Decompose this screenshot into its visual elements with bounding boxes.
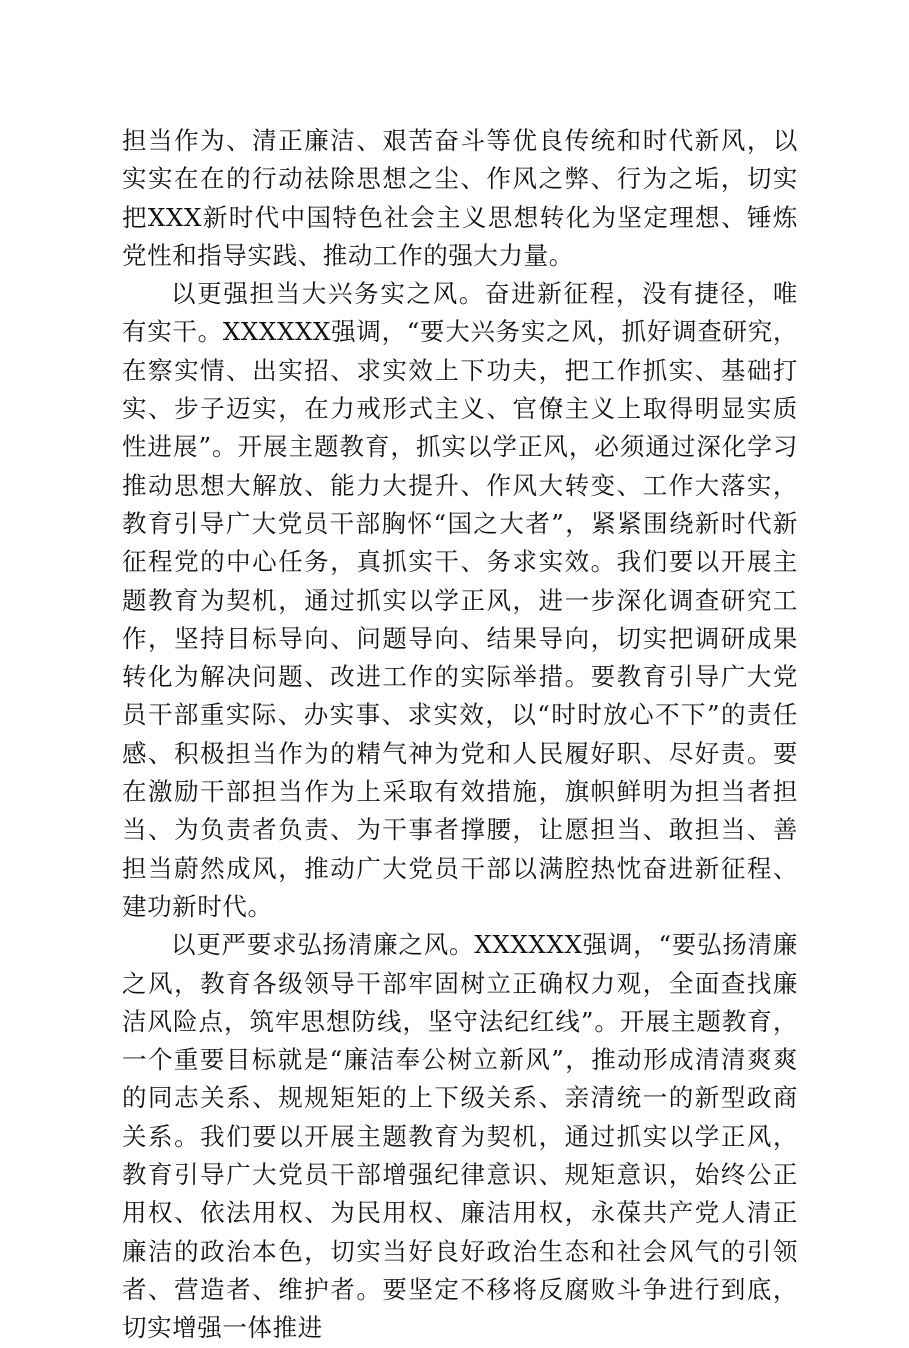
paragraph-practical-style: 以更强担当大兴务实之风。奋进新征程，没有捷径，唯有实干。XXXXXX强调，“要大兴务实之风，抓好调查研究，在察实情、出实招、求实效上下功夫，把工作抓实、基础打实、步子迈实，在力戒形式主义、官僚主义上取得明显实质性进展”。开展主题教育，抓实以学正风，必须通过深化学习推动思想大解放、能力大提升、作风大转变、工作大落实，教育引导广大党员干部胸怀“国之大者”，紧紧围绕新时代新征程党的中心任务，真抓实干、务求实效。我们要以开展主题教育为契机，通过抓实以学正风，进一步深化调查研究工作，坚持目标导向、问题导向、结果导向，切实把调研成果转化为解决问题、改进工作的实际举措。要教育引导广大党员干部重实际、办实事、求实效，以“时时放心不下”的责任感、积极担当作为的精气神为党和人民履好职、尽好责。要在激励干部担当作为上采取有效措施，旗帜鲜明为担当者担当、为负责者负责、为干事者撑腰，让愿担当、敢担当、善担当蔚然成风，推动广大党员干部以满腔热忱奋进新征程、建功新时代。 — [122, 279, 798, 921]
paragraph-continuation: 担当作为、清正廉洁、艰苦奋斗等优良传统和时代新风，以实实在在的行动祛除思想之尘、作风之弊、行为之垢，切实把XXX新时代中国特色社会主义思想转化为坚定理想、锤炼党性和指导实践、推动工作的强大力量。 — [122, 126, 798, 270]
document-body — [122, 122, 798, 1348]
paragraph-integrity-style: 以更严要求弘扬清廉之风。XXXXXX强调，“要弘扬清廉之风，教育各级领导干部牢固树立正确权力观，全面查找廉洁风险点，筑牢思想防线，坚守法纪红线”。开展主题教育，一个重要目标就是“廉洁奉公树立新风”，推动形成清清爽爽的同志关系、规规矩矩的上下级关系、亲清统一的新型政商关系。我们要以开展主题教育为契机，通过抓实以学正风，教育引导广大党员干部增强纪律意识、规矩意识，始终公正用权、依法用权、为民用权、廉洁用权，永葆共产党人清正廉洁的政治本色，切实当好良好政治生态和社会风气的引领者、营造者、维护者。要坚定不移将反腐败斗争进行到底，切实增强一体推进 — [122, 930, 798, 1343]
